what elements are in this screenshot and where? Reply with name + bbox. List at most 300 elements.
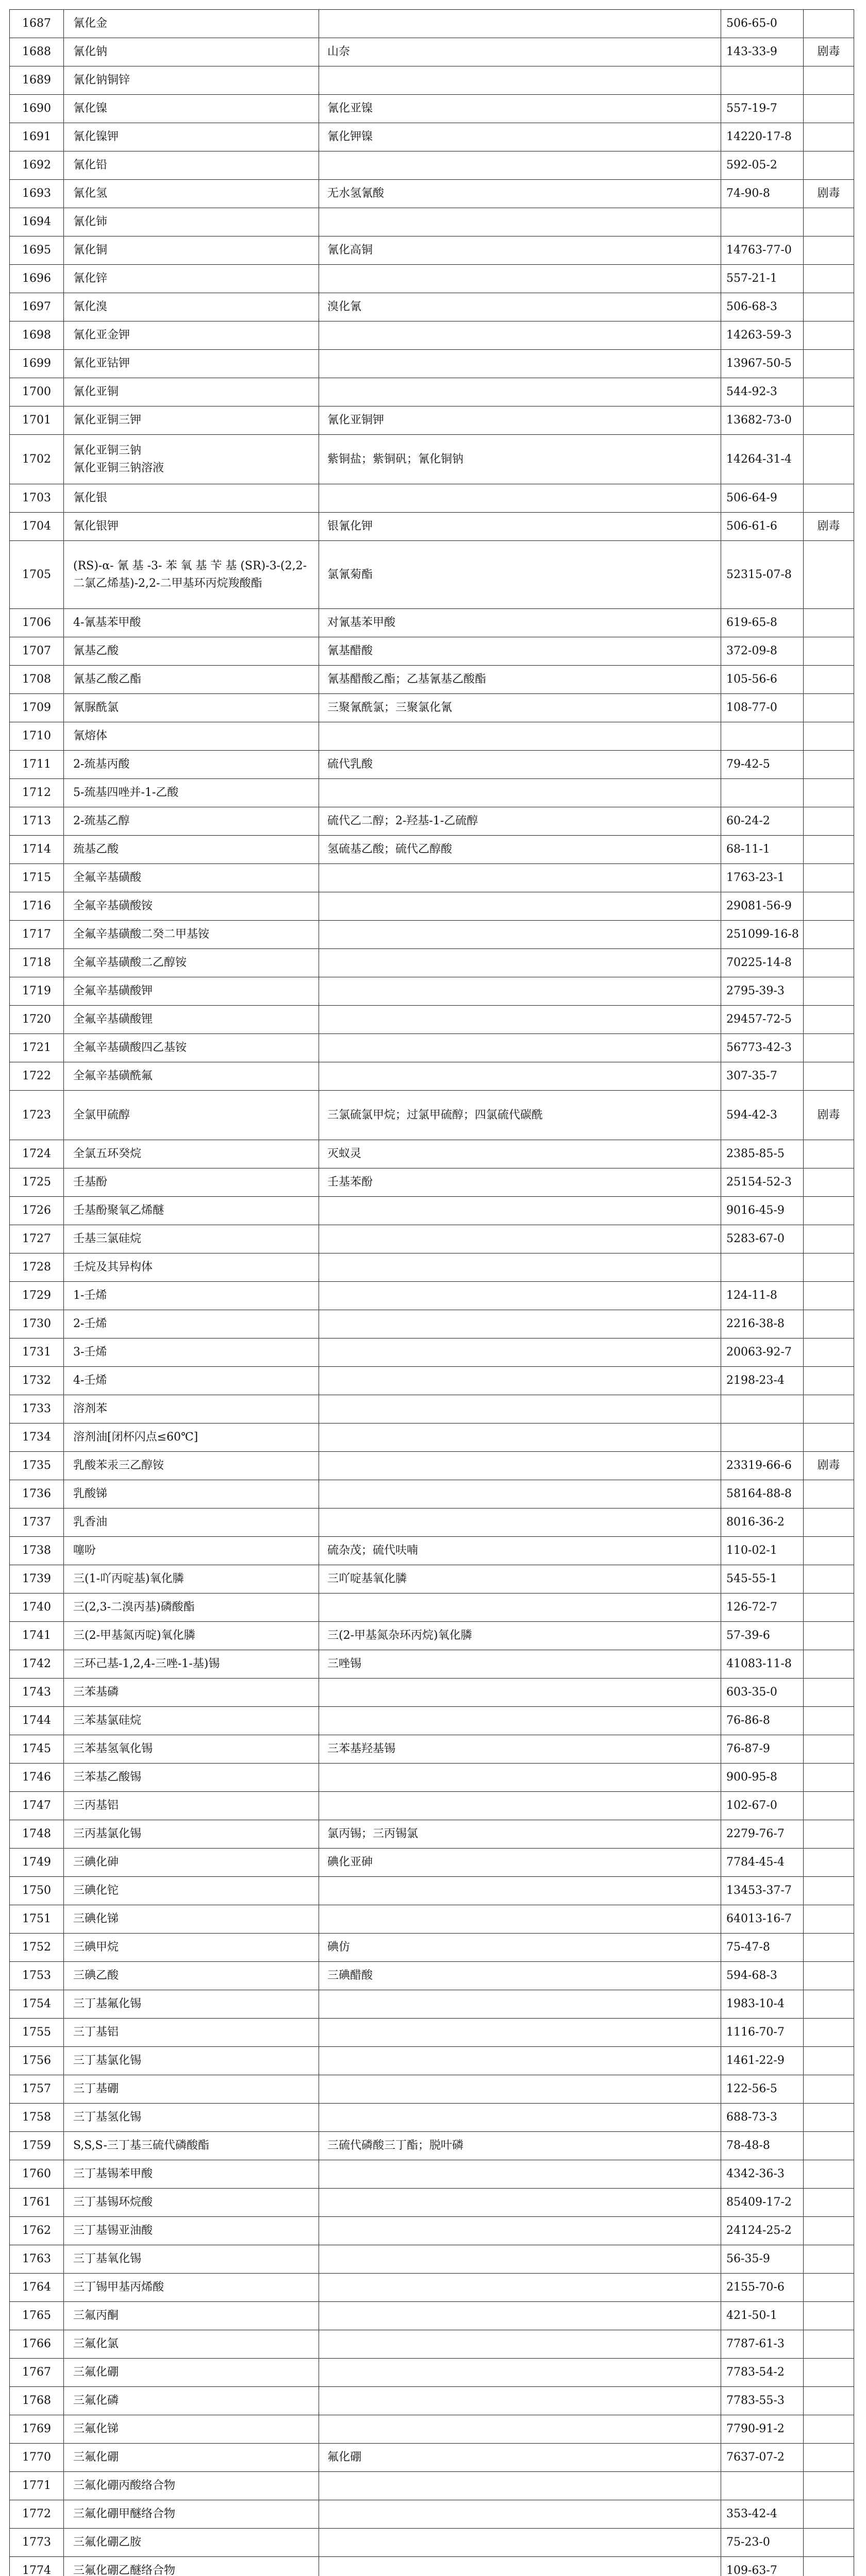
chemical-name: 氰化铈 [64, 208, 319, 236]
cas-number: 506-61-6 [721, 513, 804, 541]
chemical-alias [319, 1034, 721, 1062]
chemical-alias [319, 949, 721, 977]
chemical-alias [319, 779, 721, 807]
cas-number: 76-86-8 [721, 1707, 804, 1735]
chemical-name: 氰化银 [64, 484, 319, 513]
chemical-alias [319, 321, 721, 350]
remark [804, 2387, 854, 2415]
remark [804, 378, 854, 406]
remark [804, 949, 854, 977]
row-number: 1710 [10, 722, 64, 751]
cas-number: 619-65-8 [721, 609, 804, 637]
table-row [10, 1338, 854, 1367]
row-number: 1734 [10, 1423, 64, 1452]
table-row [10, 1622, 854, 1650]
table-row [10, 722, 854, 751]
remark [804, 1310, 854, 1338]
cas-number: 7783-54-2 [721, 2359, 804, 2387]
row-number: 1765 [10, 2302, 64, 2330]
row-number: 1688 [10, 38, 64, 66]
row-number: 1772 [10, 2500, 64, 2529]
chemical-alias [319, 151, 721, 180]
cas-number [721, 722, 804, 751]
chemical-name: 三氟化硼 [64, 2444, 319, 2472]
table-row [10, 2330, 854, 2359]
cas-number: 900-95-8 [721, 1764, 804, 1792]
chemical-name: 三氟化氯 [64, 2330, 319, 2359]
row-number: 1750 [10, 1877, 64, 1905]
row-number: 1709 [10, 694, 64, 722]
row-number: 1715 [10, 864, 64, 892]
cas-number: 14763-77-0 [721, 236, 804, 265]
chemical-name: 氰化亚铜三钾 [64, 406, 319, 435]
remark [804, 1849, 854, 1877]
row-number: 1720 [10, 1006, 64, 1034]
cas-number: 506-64-9 [721, 484, 804, 513]
row-number: 1774 [10, 2557, 64, 2576]
table-row [10, 2557, 854, 2576]
remark: 剧毒 [804, 38, 854, 66]
remark [804, 435, 854, 484]
remark [804, 666, 854, 694]
chemical-alias [319, 484, 721, 513]
table-row [10, 1735, 854, 1764]
table-row [10, 2047, 854, 2075]
chemical-name: 三丁基氢化锡 [64, 2104, 319, 2132]
table-row [10, 2444, 854, 2472]
cas-number: 7787-61-3 [721, 2330, 804, 2359]
chemical-alias [319, 208, 721, 236]
remark [804, 10, 854, 38]
chemical-alias: 碘仿 [319, 1934, 721, 1962]
row-number: 1695 [10, 236, 64, 265]
remark [804, 779, 854, 807]
chemical-name: 三碘乙酸 [64, 1962, 319, 1990]
chemical-alias [319, 1253, 721, 1282]
row-number: 1707 [10, 637, 64, 666]
row-number: 1740 [10, 1594, 64, 1622]
remark [804, 1679, 854, 1707]
chemical-alias [319, 2245, 721, 2274]
row-number: 1763 [10, 2245, 64, 2274]
chemical-name: 氰化钠铜锌 [64, 66, 319, 95]
chemical-name: 全氟辛基磺酸 [64, 864, 319, 892]
cas-number: 29457-72-5 [721, 1006, 804, 1034]
table-row [10, 1253, 854, 1282]
remark [804, 1034, 854, 1062]
cas-number [721, 779, 804, 807]
cas-number: 251099-16-8 [721, 921, 804, 949]
table-row [10, 1034, 854, 1062]
remark [804, 1140, 854, 1168]
row-number: 1764 [10, 2274, 64, 2302]
chemical-alias: 氰化高铜 [319, 236, 721, 265]
cas-number: 421-50-1 [721, 2302, 804, 2330]
table-row [10, 1091, 854, 1140]
chemical-name: 三丙基氯化锡 [64, 1820, 319, 1849]
table-row [10, 1140, 854, 1168]
chemical-name: 全氟辛基磺酸锂 [64, 1006, 319, 1034]
chemical-alias [319, 1062, 721, 1091]
table-row [10, 2500, 854, 2529]
remark [804, 1423, 854, 1452]
chemical-name: 氰化亚钴钾 [64, 350, 319, 378]
remark [804, 1168, 854, 1197]
chemical-alias [319, 2189, 721, 2217]
chemical-name-line: 氰化亚铜三钠 [73, 444, 142, 457]
chemical-name: 三(2-甲基氮丙啶)氧化膦 [64, 1622, 319, 1650]
chemical-alias [319, 2302, 721, 2330]
cas-number: 143-33-9 [721, 38, 804, 66]
chemical-alias [319, 1338, 721, 1367]
chemical-alias [319, 10, 721, 38]
remark [804, 722, 854, 751]
chemical-alias: 硫杂茂；硫代呋喃 [319, 1537, 721, 1565]
table-row [10, 2075, 854, 2104]
row-number: 1718 [10, 949, 64, 977]
chemical-alias [319, 977, 721, 1006]
chemical-name: 氰化镍钾 [64, 123, 319, 151]
chemical-alias [319, 350, 721, 378]
chemical-alias [319, 1679, 721, 1707]
table-row [10, 350, 854, 378]
table-row [10, 2302, 854, 2330]
remark [804, 977, 854, 1006]
chemical-alias [319, 1905, 721, 1934]
chemical-alias [319, 1764, 721, 1792]
table-row [10, 151, 854, 180]
chemical-alias: 灭蚁灵 [319, 1140, 721, 1168]
row-number: 1736 [10, 1480, 64, 1509]
table-row [10, 836, 854, 864]
cas-number: 56-35-9 [721, 2245, 804, 2274]
remark [804, 1820, 854, 1849]
chemical-alias [319, 2047, 721, 2075]
remark [804, 1367, 854, 1395]
table-row [10, 1650, 854, 1679]
table-row [10, 977, 854, 1006]
row-number: 1737 [10, 1509, 64, 1537]
cas-number: 85409-17-2 [721, 2189, 804, 2217]
chemical-name: (RS)-α- 氰 基 -3- 苯 氧 基 苄 基 (SR)-3-(2,2- 二氯乙烯基)-2,2-二甲基环丙烷羧酸酯 [64, 541, 319, 609]
chemical-name: S,S,S-三丁基三硫代磷酸酯 [64, 2132, 319, 2160]
row-number: 1719 [10, 977, 64, 1006]
chemical-alias [319, 1707, 721, 1735]
cas-number [721, 208, 804, 236]
row-number: 1716 [10, 892, 64, 921]
cas-number: 79-42-5 [721, 751, 804, 779]
cas-number: 56773-42-3 [721, 1034, 804, 1062]
remark [804, 1509, 854, 1537]
chemical-alias [319, 2472, 721, 2500]
remark [804, 921, 854, 949]
chemical-name: 巯基乙酸 [64, 836, 319, 864]
chemical-name: 全氯甲硫醇 [64, 1091, 319, 1140]
chemical-alias [319, 2529, 721, 2557]
cas-number: 594-68-3 [721, 1962, 804, 1990]
table-row [10, 1225, 854, 1253]
remark: 剧毒 [804, 513, 854, 541]
row-number: 1749 [10, 1849, 64, 1877]
cas-number: 52315-07-8 [721, 541, 804, 609]
remark [804, 2557, 854, 2576]
chemical-name: 三碘化砷 [64, 1849, 319, 1877]
remark [804, 2019, 854, 2047]
row-number: 1752 [10, 1934, 64, 1962]
chemical-name: 乳香油 [64, 1509, 319, 1537]
table-row [10, 1990, 854, 2019]
cas-number: 124-11-8 [721, 1282, 804, 1310]
cas-number: 102-67-0 [721, 1792, 804, 1820]
chemical-alias [319, 1452, 721, 1480]
chemical-name: 全氟辛基磺酰氟 [64, 1062, 319, 1091]
table-row [10, 807, 854, 836]
cas-number: 2385-85-5 [721, 1140, 804, 1168]
cas-number [721, 1423, 804, 1452]
cas-number: 2155-70-6 [721, 2274, 804, 2302]
table-row [10, 66, 854, 95]
cas-number: 109-63-7 [721, 2557, 804, 2576]
table-row [10, 321, 854, 350]
cas-number: 5283-67-0 [721, 1225, 804, 1253]
chemical-name: 三丁基锡苯甲酸 [64, 2160, 319, 2189]
cas-number: 25154-52-3 [721, 1168, 804, 1197]
chemical-name: 氰化铜 [64, 236, 319, 265]
chemical-alias: 三硫代磷酸三丁酯；脱叶磷 [319, 2132, 721, 2160]
row-number: 1741 [10, 1622, 64, 1650]
chemical-name: 氰脲酰氯 [64, 694, 319, 722]
row-number: 1753 [10, 1962, 64, 1990]
cas-number: 76-87-9 [721, 1735, 804, 1764]
row-number: 1692 [10, 151, 64, 180]
row-number: 1745 [10, 1735, 64, 1764]
chemical-alias [319, 2104, 721, 2132]
chemical-alias [319, 2160, 721, 2189]
chemical-name: 三丁基氧化锡 [64, 2245, 319, 2274]
chemical-alias [319, 1367, 721, 1395]
chemical-name: 氰熔体 [64, 722, 319, 751]
cas-number: 122-56-5 [721, 2075, 804, 2104]
remark [804, 2529, 854, 2557]
chemical-alias [319, 1225, 721, 1253]
chemical-name: 三氟化硼 [64, 2359, 319, 2387]
table-row [10, 378, 854, 406]
remark [804, 1537, 854, 1565]
remark [804, 541, 854, 609]
remark: 剧毒 [804, 1452, 854, 1480]
row-number: 1771 [10, 2472, 64, 2500]
cas-number: 14220-17-8 [721, 123, 804, 151]
chemical-alias [319, 1197, 721, 1225]
remark: 剧毒 [804, 1091, 854, 1140]
chemical-alias [319, 1877, 721, 1905]
remark [804, 1282, 854, 1310]
chemical-name [64, 435, 319, 484]
chemical-name: 氰化亚铜 [64, 378, 319, 406]
cas-number: 2795-39-3 [721, 977, 804, 1006]
cas-number: 7790-91-2 [721, 2415, 804, 2444]
chemical-alias [319, 921, 721, 949]
chemical-alias: 三碘醋酸 [319, 1962, 721, 1990]
chemical-alias [319, 2274, 721, 2302]
chemical-name: 5-巯基四唑并-1-乙酸 [64, 779, 319, 807]
row-number: 1742 [10, 1650, 64, 1679]
chemical-name: 三丁基铝 [64, 2019, 319, 2047]
chemical-alias: 硫代乙二醇；2-羟基-1-乙硫醇 [319, 807, 721, 836]
table-row [10, 1792, 854, 1820]
chemical-name: 1-壬烯 [64, 1282, 319, 1310]
remark [804, 1395, 854, 1423]
chemical-name: 三碘甲烷 [64, 1934, 319, 1962]
remark [804, 2415, 854, 2444]
table-row [10, 2160, 854, 2189]
cas-number: 108-77-0 [721, 694, 804, 722]
cas-number: 506-65-0 [721, 10, 804, 38]
row-number: 1757 [10, 2075, 64, 2104]
cas-number [721, 66, 804, 95]
chemical-alias: 氰基醋酸 [319, 637, 721, 666]
table-row [10, 2132, 854, 2160]
row-number: 1728 [10, 1253, 64, 1282]
row-number: 1713 [10, 807, 64, 836]
remark [804, 609, 854, 637]
chemical-name: 3-壬烯 [64, 1338, 319, 1367]
row-number: 1690 [10, 95, 64, 123]
row-number: 1747 [10, 1792, 64, 1820]
table-row [10, 609, 854, 637]
table-row [10, 1594, 854, 1622]
chemical-name: 乳酸锑 [64, 1480, 319, 1509]
remark [804, 1877, 854, 1905]
table-row [10, 1820, 854, 1849]
row-number: 1687 [10, 10, 64, 38]
chemical-alias [319, 378, 721, 406]
row-number: 1746 [10, 1764, 64, 1792]
row-number: 1705 [10, 541, 64, 609]
table-row [10, 1197, 854, 1225]
row-number: 1756 [10, 2047, 64, 2075]
row-number: 1730 [10, 1310, 64, 1338]
cas-number: 372-09-8 [721, 637, 804, 666]
remark [804, 1622, 854, 1650]
row-number: 1762 [10, 2217, 64, 2245]
cas-number: 545-55-1 [721, 1565, 804, 1594]
chemical-name: 三氟化硼乙胺 [64, 2529, 319, 2557]
cas-number: 23319-66-6 [721, 1452, 804, 1480]
chemical-alias: 三(2-甲基氮杂环丙烷)氧化膦 [319, 1622, 721, 1650]
chemical-name: 三氟化锑 [64, 2415, 319, 2444]
table-row [10, 1764, 854, 1792]
remark [804, 1338, 854, 1367]
remark [804, 1707, 854, 1735]
remark [804, 208, 854, 236]
cas-number: 75-47-8 [721, 1934, 804, 1962]
cas-number: 14264-31-4 [721, 435, 804, 484]
chemical-name: 三环己基-1,2,4-三唑-1-基)锡 [64, 1650, 319, 1679]
chemical-alias [319, 1423, 721, 1452]
table-row [10, 541, 854, 609]
row-number: 1696 [10, 265, 64, 293]
chemical-alias [319, 2019, 721, 2047]
chemical-alias: 氯氰菊酯 [319, 541, 721, 609]
row-number: 1769 [10, 2415, 64, 2444]
remark [804, 2075, 854, 2104]
chemical-name: 三苯基磷 [64, 1679, 319, 1707]
chemical-name: 三氟化磷 [64, 2387, 319, 2415]
chemical-name: 氰化铅 [64, 151, 319, 180]
table-row [10, 1168, 854, 1197]
cas-number: 592-05-2 [721, 151, 804, 180]
chemical-alias: 氰化钾镍 [319, 123, 721, 151]
row-number: 1711 [10, 751, 64, 779]
chemical-alias [319, 265, 721, 293]
chemical-name: 氰化金 [64, 10, 319, 38]
chemical-name: 氰化锌 [64, 265, 319, 293]
remark [804, 1905, 854, 1934]
remark [804, 66, 854, 95]
cas-number: 506-68-3 [721, 293, 804, 321]
remark [804, 484, 854, 513]
remark [804, 2500, 854, 2529]
row-number: 1761 [10, 2189, 64, 2217]
table-row [10, 1877, 854, 1905]
chemical-name: 2-巯基乙醇 [64, 807, 319, 836]
remark [804, 293, 854, 321]
chemical-catalog-page [9, 9, 854, 2576]
cas-number: 74-90-8 [721, 180, 804, 208]
chemical-alias [319, 864, 721, 892]
table-row [10, 2245, 854, 2274]
remark [804, 1225, 854, 1253]
row-number: 1694 [10, 208, 64, 236]
remark [804, 2472, 854, 2500]
chemical-name: 三(2,3-二溴丙基)磷酸酯 [64, 1594, 319, 1622]
chemical-name: 全氟辛基磺酸钾 [64, 977, 319, 1006]
cas-number [721, 1253, 804, 1282]
chemical-alias: 壬基苯酚 [319, 1168, 721, 1197]
table-row [10, 435, 854, 484]
row-number: 1744 [10, 1707, 64, 1735]
table-row [10, 666, 854, 694]
chemical-name: 4-壬烯 [64, 1367, 319, 1395]
remark [804, 236, 854, 265]
row-number: 1722 [10, 1062, 64, 1091]
remark [804, 1764, 854, 1792]
chemical-alias [319, 1990, 721, 2019]
cas-number: 1763-23-1 [721, 864, 804, 892]
chemical-alias [319, 2415, 721, 2444]
remark [804, 1792, 854, 1820]
remark [804, 406, 854, 435]
cas-number: 353-42-4 [721, 2500, 804, 2529]
row-number: 1733 [10, 1395, 64, 1423]
chemical-name: 全氟辛基磺酸二癸二甲基铵 [64, 921, 319, 949]
cas-number: 57-39-6 [721, 1622, 804, 1650]
table-row [10, 2189, 854, 2217]
row-number: 1739 [10, 1565, 64, 1594]
table-body [10, 10, 854, 2576]
chemical-name: 溶剂油[闭杯闪点≤60℃] [64, 1423, 319, 1452]
table-row [10, 779, 854, 807]
table-row [10, 2274, 854, 2302]
table-row [10, 2359, 854, 2387]
table-row [10, 293, 854, 321]
row-number: 1768 [10, 2387, 64, 2415]
cas-number: 58164-88-8 [721, 1480, 804, 1509]
table-row [10, 1480, 854, 1509]
table-row [10, 1679, 854, 1707]
chemical-name: 氰化镍 [64, 95, 319, 123]
